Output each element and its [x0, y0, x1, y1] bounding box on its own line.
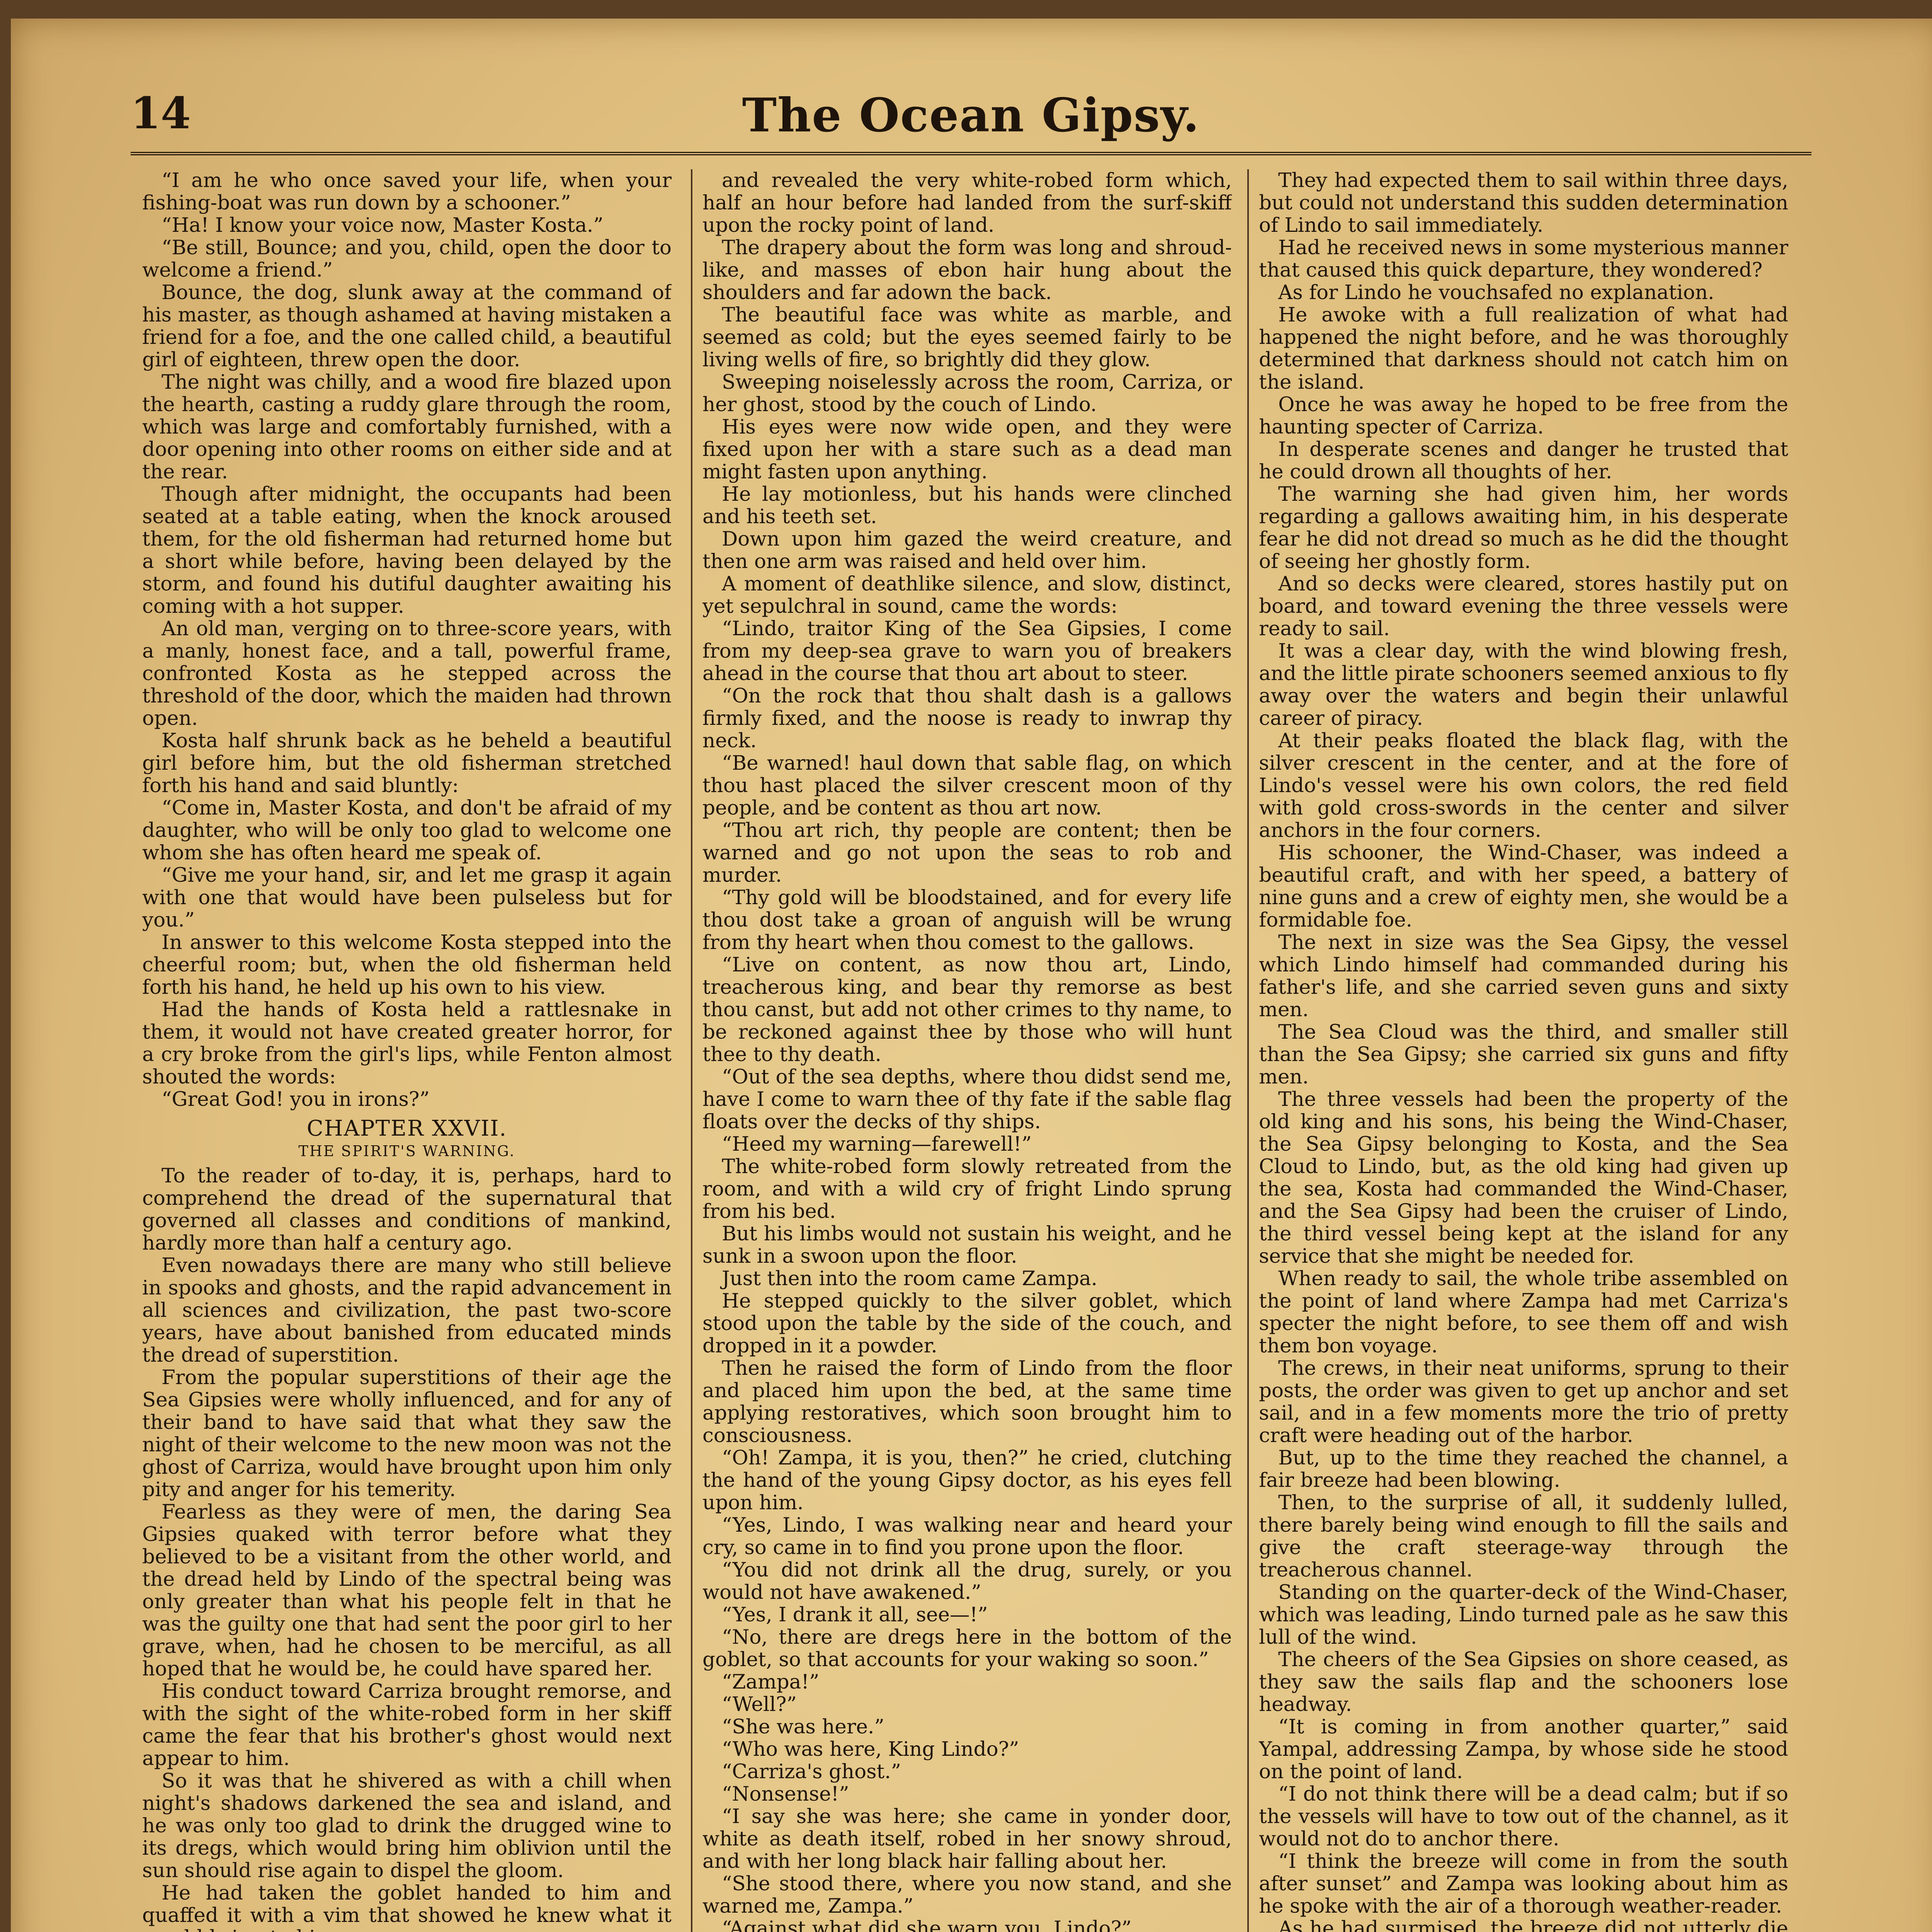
- paragraph: “Ha! I know your voice now, Master Kosta.”: [142, 214, 672, 236]
- paragraph: In answer to this welcome Kosta stepped into the cheerful room; but, when the old fisherman held forth his hand, he held up his own to his view.: [142, 931, 672, 998]
- paragraph: “Thy gold will be bloodstained, and for every life thou dost take a groan of anguish will be wrung from thy heart when thou comest to the gallows.: [702, 886, 1232, 954]
- paragraph: But his limbs would not sustain his weight, and he sunk in a swoon upon the floor.: [702, 1223, 1232, 1267]
- paragraph: “Lindo, traitor King of the Sea Gipsies, I come from my deep-sea grave to warn you of breakers ahead in the course that thou art about to steer.: [702, 617, 1232, 685]
- paragraph: “Give me your hand, sir, and let me grasp it again with one that would have been pulseless but for you.”: [142, 864, 672, 931]
- paragraph: The cheers of the Sea Gipsies on shore ceased, as they saw the sails flap and the schooners lose headway.: [1259, 1648, 1788, 1716]
- paragraph: “I think the breeze will come in from the south after sunset” and Zampa was looking about him as he spoke with the air of a thorough weather-reader.: [1259, 1850, 1788, 1917]
- paragraph: The white-robed form slowly retreated from the room, and with a wild cry of fright Lindo sprung from his bed.: [702, 1155, 1232, 1223]
- paragraph: It was a clear day, with the wind blowing fresh, and the little pirate schooners seemed anxious to fly away over the waters and begin their unlawful career of piracy.: [1259, 640, 1788, 730]
- paragraph: Just then into the room came Zampa.: [702, 1267, 1232, 1290]
- paragraph: Even nowadays there are many who still believe in spooks and ghosts, and the rapid advancement in all sciences and civilization, the past two-score years, have about banished from educated minds the dread of superstition.: [142, 1254, 672, 1366]
- paragraph: He awoke with a full realization of what had happened the night before, and he was thoroughly determined that darkness should not catch him on the island.: [1259, 304, 1788, 393]
- paragraph: “Be warned! haul down that sable flag, on which thou hast placed the silver crescent moon of thy people, and be content as thou art now.: [702, 752, 1232, 819]
- paragraph: and revealed the very white-robed form which, half an hour before had landed from the surf-skiff upon the rocky point of land.: [702, 169, 1232, 236]
- paragraph: “It is coming in from another quarter,” said Yampal, addressing Zampa, by whose side he stood on the point of land.: [1259, 1716, 1788, 1783]
- paragraph: The warning she had given him, her words regarding a gallows awaiting him, in his desperate fear he did not dread so much as he did the thought of seeing her ghostly form.: [1259, 483, 1788, 573]
- paragraph: Then, to the surprise of all, it suddenly lulled, there barely being wind enough to fill the sails and give the craft steerage-way through the treacherous channel.: [1259, 1492, 1788, 1581]
- paragraph: Standing on the quarter-deck of the Wind-Chaser, which was leading, Lindo turned pale as he saw this lull of the wind.: [1259, 1581, 1788, 1648]
- paragraph: Fearless as they were of men, the daring Sea Gipsies quaked with terror before what they believed to be a visitant from the other world, and the dread held by Lindo of the spectral being was only greater than what his people felt in that he was the guilty one that had sent the poor girl to her grave, when, had he chosen to be merciful, as all hoped that he would be, he could have spared her.: [142, 1501, 672, 1680]
- paragraph: The Sea Cloud was the third, and smaller still than the Sea Gipsy; she carried six guns and fifty men.: [1259, 1021, 1788, 1088]
- paragraph: “Nonsense!”: [702, 1783, 1232, 1805]
- paragraph: The next in size was the Sea Gipsy, the vessel which Lindo himself had commanded during his father's life, and she carried seven guns and sixty men.: [1259, 931, 1788, 1021]
- paragraph: To the reader of to-day, it is, perhaps, hard to comprehend the dread of the supernatural that governed all classes and conditions of mankind, hardly more than half a century ago.: [142, 1165, 672, 1254]
- paragraph: Down upon him gazed the weird creature, and then one arm was raised and held over him.: [702, 528, 1232, 573]
- paragraph: “Oh! Zampa, it is you, then?” he cried, clutching the hand of the young Gipsy doctor, as his eyes fell upon him.: [702, 1447, 1232, 1514]
- paragraph: “Out of the sea depths, where thou didst send me, have I come to warn thee of thy fate if the sable flag floats over the decks of thy ships.: [702, 1066, 1232, 1133]
- paragraph: He stepped quickly to the silver goblet, which stood upon the table by the side of the couch, and dropped in it a powder.: [702, 1290, 1232, 1357]
- paragraph: “On the rock that thou shalt dash is a gallows firmly fixed, and the noose is ready to inwrap thy neck.: [702, 685, 1232, 752]
- paragraph: He had taken the goblet handed to him and quaffed it with a vim that showed he knew what it: [142, 1882, 672, 1932]
- paragraph: But, up to the time they reached the channel, a fair breeze had been blowing.: [1259, 1447, 1788, 1492]
- paragraph: “She was here.”: [702, 1716, 1232, 1738]
- paragraph: “I am he who once saved your life, when your fishing-boat was run down by a schooner.”: [142, 169, 672, 214]
- paragraph: “Yes, Lindo, I was walking near and heard your cry, so came in to find you prone upon the floor.: [702, 1514, 1232, 1559]
- paragraph: “No, there are dregs here in the bottom of the goblet, so that accounts for your waking so soon.”: [702, 1626, 1232, 1671]
- paragraph: “Come in, Master Kosta, and don't be afraid of my daughter, who will be only too glad to welcome one whom she has often heard me speak of.: [142, 797, 672, 864]
- paragraph: He lay motionless, but his hands were clinched and his teeth set.: [702, 483, 1232, 528]
- paragraph: “Live on content, as now thou art, Lindo, treacherous king, and bear thy remorse as best thou canst, but add not other crimes to thy name, to be reckoned against thee by those who will hunt thee to thy death.: [702, 954, 1232, 1066]
- paragraph: His conduct toward Carriza brought remorse, and with the sight of the white-robed form in her skiff came the fear that his brother's ghost would next appear to him.: [142, 1680, 672, 1770]
- paragraph: Then he raised the form of Lindo from the floor and placed him upon the bed, at the same time applying restoratives, which soon brought him to consciousness.: [702, 1357, 1232, 1447]
- paragraph: “Against what did she warn you, Lindo?”: [702, 1917, 1232, 1932]
- paragraph: “She stood there, where you now stand, and she warned me, Zampa.”: [702, 1872, 1232, 1917]
- chapter-subheading: THE SPIRIT'S WARNING.: [142, 1140, 672, 1162]
- paragraph: Had he received news in some mysterious manner that caused this quick departure, they wondered?: [1259, 236, 1788, 281]
- paragraph: The night was chilly, and a wood fire blazed upon the hearth, casting a ruddy glare through the room, which was large and comfortably furnished, with a door opening into other rooms on either side and at the rear.: [142, 371, 672, 483]
- page-title: The Ocean Gipsy.: [131, 88, 1811, 143]
- paragraph: His schooner, the Wind-Chaser, was indeed a beautiful craft, and with her speed, a battery of nine guns and a crew of eighty men, she would be a formidable foe.: [1259, 842, 1788, 931]
- paragraph: “I do not think there will be a dead calm; but if so the vessels will have to tow out of the channel, as it would not do to anchor there.: [1259, 1783, 1788, 1850]
- paragraph: Had the hands of Kosta held a rattlesnake in them, it would not have created greater horror, for a cry broke from the girl's lips, while Fenton almost shouted the words:: [142, 998, 672, 1088]
- paragraph: “You did not drink all the drug, surely, or you would not have awakened.”: [702, 1559, 1232, 1604]
- paragraph: The drapery about the form was long and shroud-like, and masses of ebon hair hung about the shoulders and far adown the back.: [702, 236, 1232, 304]
- paragraph: “I say she was here; she came in yonder door, white as death itself, robed in her snowy shroud, and with her long black hair falling about her.: [702, 1805, 1232, 1872]
- paragraph: Kosta half shrunk back as he beheld a beautiful girl before him, but the old fisherman stretched forth his hand and said bluntly:: [142, 730, 672, 797]
- paragraph: As for Lindo he vouchsafed no explanation.: [1259, 281, 1788, 304]
- paragraph: “Yes, I drank it all, see—!”: [702, 1604, 1232, 1626]
- paragraph: From the popular superstitions of their age the Sea Gipsies were wholly influenced, and for any of their band to have said that what they saw the night of their welcome to the new moon was not the ghost of Carriza, would have brought upon him only pity and anger for his temerity.: [142, 1366, 672, 1501]
- paragraph: A moment of deathlike silence, and slow, distinct, yet sepulchral in sound, came the words:: [702, 573, 1232, 617]
- paragraph: “Well?”: [702, 1693, 1232, 1716]
- paragraph: “Who was here, King Lindo?”: [702, 1738, 1232, 1760]
- paragraph: Once he was away he hoped to be free from the haunting specter of Carriza.: [1259, 393, 1788, 438]
- paragraph: “Heed my warning—farewell!”: [702, 1133, 1232, 1155]
- paragraph: “Be still, Bounce; and you, child, open the door to welcome a friend.”: [142, 236, 672, 281]
- paragraph: “Zampa!”: [702, 1671, 1232, 1693]
- paragraph: “Thou art rich, thy people are content; then be warned and go not upon the seas to rob and murder.: [702, 819, 1232, 886]
- page-number: 14: [131, 88, 191, 139]
- paragraph: “Great God! you in irons?”: [142, 1088, 672, 1111]
- paragraph: An old man, verging on to three-score years, with a manly, honest face, and a tall, powerful frame, confronted Kosta as he stepped across the threshold of the door, which the maiden had thrown open.: [142, 617, 672, 730]
- paragraph: And so decks were cleared, stores hastily put on board, and toward evening the three vessels were ready to sail.: [1259, 573, 1788, 640]
- paragraph: When ready to sail, the whole tribe assembled on the point of land where Zampa had met Carriza's specter the night before, to see them off and wish them bon voyage.: [1259, 1267, 1788, 1357]
- paragraph: The three vessels had been the property of the old king and his sons, his being the Wind-Chaser, the Sea Gipsy belonging to Kosta, and the Sea Cloud to Lindo, but, as the old king had given up the sea, Kosta had commanded the Wind-Chaser, and the Sea Gipsy had been the cruiser of Lindo, the third vessel being kept at the island for any service that she might be needed for.: [1259, 1088, 1788, 1267]
- paragraph: In desperate scenes and danger he trusted that he could drown all thoughts of her.: [1259, 438, 1788, 483]
- paragraph: His eyes were now wide open, and they were fixed upon her with a stare such as a dead man might fasten upon anything.: [702, 416, 1232, 483]
- paragraph: Sweeping noiselessly across the room, Carriza, or her ghost, stood by the couch of Lindo.: [702, 371, 1232, 416]
- paragraph: Though after midnight, the occupants had been seated at a table eating, when the knock aroused them, for the old fisherman had returned home but a short while before, having been delayed by the storm, and found his dutiful daughter awaiting his coming with a hot supper.: [142, 483, 672, 617]
- paragraph: Bounce, the dog, slunk away at the command of his master, as though ashamed at having mistaken a friend for a foe, and the one called child, a beautiful girl of eighteen, threw open the door.: [142, 281, 672, 371]
- paragraph: As he had surmised, the breeze did not utterly die: [1259, 1917, 1788, 1932]
- paragraph: They had expected them to sail within three days, but could not understand this sudden determination of Lindo to sail immediately.: [1259, 169, 1788, 236]
- chapter-heading: CHAPTER XXVII.: [142, 1117, 672, 1140]
- paragraph: At their peaks floated the black flag, with the silver crescent in the center, and at the fore of Lindo's vessel were his own colors, the red field with gold cross-swords in the center and silver anchors in the four corners.: [1259, 730, 1788, 842]
- paragraph: The crews, in their neat uniforms, sprung to their posts, the order was given to get up anchor and set sail, and in a few moments more the trio of pretty craft were heading out of the harbor.: [1259, 1357, 1788, 1447]
- paragraph: “Carriza's ghost.”: [702, 1760, 1232, 1783]
- paragraph: So it was that he shivered as with a chill when night's shadows darkened the sea and island, and he was only too glad to drink the drugged wine to its dregs, which would bring him oblivion until the sun should rise again to dispel the gloom.: [142, 1770, 672, 1882]
- paragraph: The beautiful face was white as marble, and seemed as cold; but the eyes seemed fairly to be living wells of fire, so brightly did they glow.: [702, 304, 1232, 371]
